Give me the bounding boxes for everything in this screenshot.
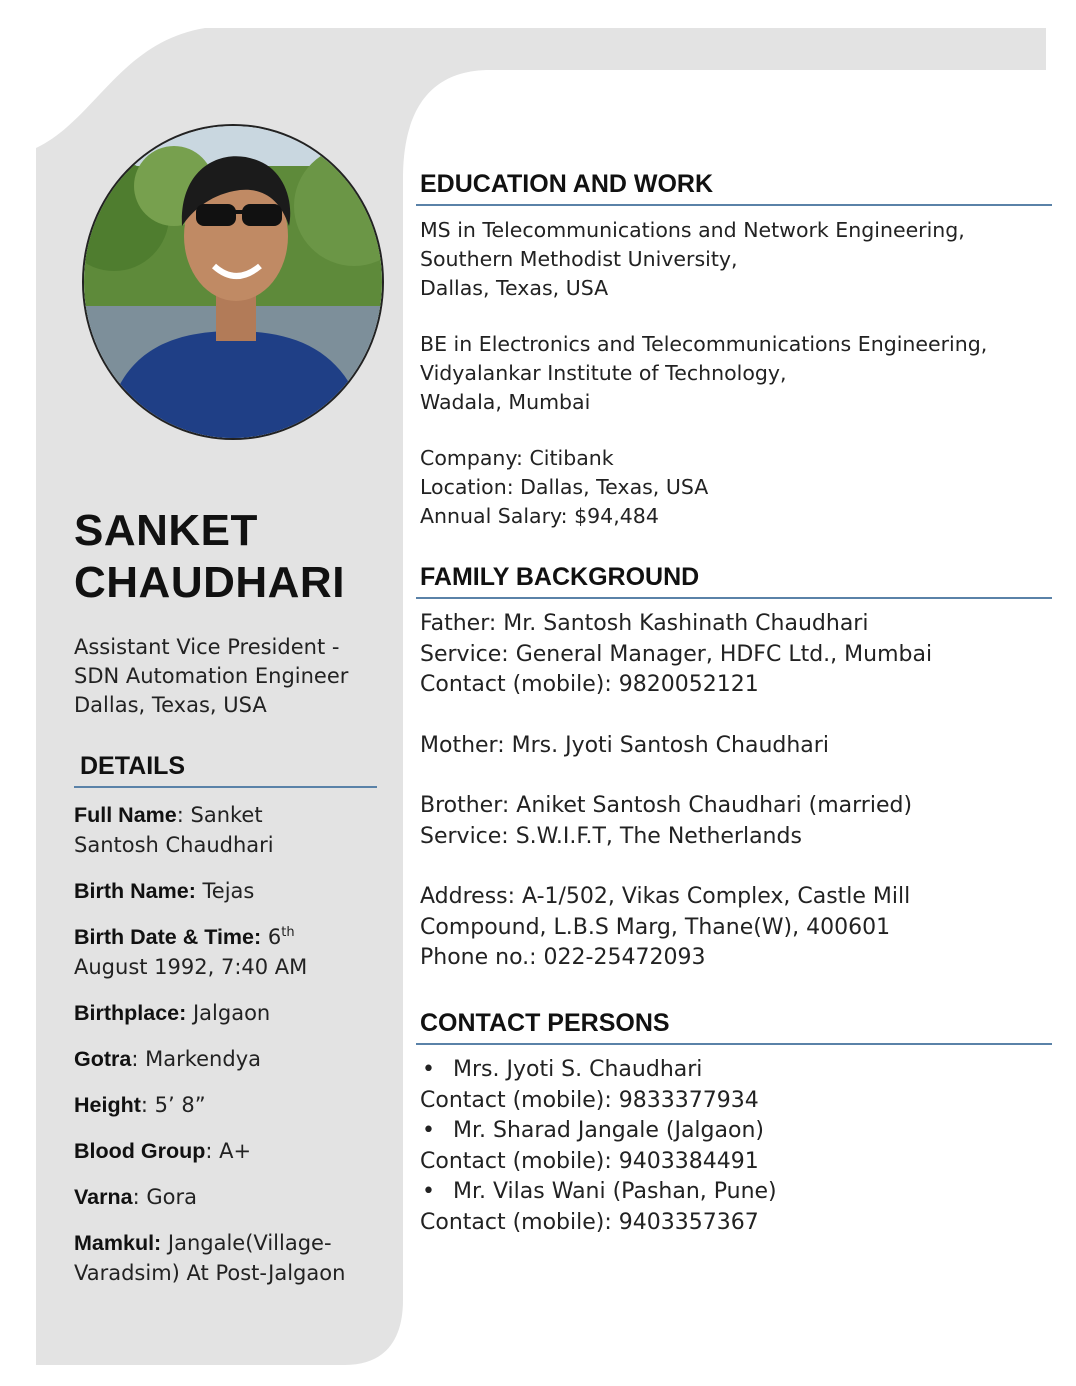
bullet: • [422,1057,435,1082]
varna-value: : Gora [132,1185,197,1209]
education-block [420,216,1060,531]
phone: Phone no.: 022-25472093 [420,945,706,970]
father: Father: Mr. Santosh Kashinath Chaudhari [420,611,869,636]
job-title-line-1: Assistant Vice President - [74,635,340,659]
details-list [74,800,394,1304]
contact-name: Mrs. Jyoti S. Chaudhari [453,1057,703,1082]
contact-number: Contact (mobile): 9833377934 [420,1087,759,1113]
first-name: SANKET [74,506,258,555]
birth-date-label: Birth Date & Time: [74,925,262,949]
be-degree: BE in Electronics and Telecommunications Engineering, [420,332,988,356]
family-divider [416,597,1052,599]
birth-name-value: Tejas [195,879,255,903]
contacts-divider [416,1043,1052,1045]
contacts-block [420,1055,1060,1238]
detail-mamkul [74,1228,394,1288]
bullet: • [422,1118,435,1143]
birth-date-suffix: th [281,925,295,940]
blood-group-label: Blood Group [74,1139,206,1163]
detail-height [74,1090,394,1120]
height-value: : 5’ 8” [140,1093,206,1117]
bullet: • [422,1179,435,1204]
birthplace-label: Birthplace: [74,1001,187,1025]
birth-date-rest: August 1992, 7:40 AM [74,955,308,979]
birth-name-label: Birth Name: [74,879,196,903]
contact-person [420,1055,1060,1086]
ms-university: Southern Methodist University, [420,247,738,271]
detail-birth-name [74,876,394,906]
mamkul-label: Mamkul: [74,1231,162,1255]
profile-name [74,505,394,609]
full-name-value-2: Santosh Chaudhari [74,833,274,857]
details-heading: DETAILS [80,752,186,780]
details-divider [74,786,377,788]
mamkul-value-2: Varadsim) At Post-Jalgaon [74,1261,346,1285]
education-heading: EDUCATION AND WORK [420,170,714,198]
father-contact: Contact (mobile): 9820052121 [420,672,759,697]
mother: Mother: Mrs. Jyoti Santosh Chaudhari [420,732,829,758]
detail-full-name [74,800,394,860]
education-divider [416,204,1052,206]
detail-gotra [74,1044,394,1074]
profile-subtitle [74,633,394,720]
brother-service: Service: S.W.I.F.T, The Netherlands [420,823,802,849]
gotra-label: Gotra [74,1047,132,1071]
contact-person [420,1116,1060,1147]
birth-date-day: 6 [261,925,282,949]
annual-salary: Annual Salary: $94,484 [420,504,659,528]
last-name: CHAUDHARI [74,558,345,607]
detail-birth-date [74,922,394,982]
profile-location: Dallas, Texas, USA [74,693,267,717]
family-block [420,609,1060,974]
full-name-value-1: : Sanket [176,803,263,827]
family-heading: FAMILY BACKGROUND [420,563,700,591]
height-label: Height [74,1093,141,1117]
address-line-2: Compound, L.B.S Marg, Thane(W), 400601 [420,914,891,940]
ms-location: Dallas, Texas, USA [420,276,609,300]
detail-birthplace [74,998,394,1028]
profile-photo [82,124,384,440]
father-service: Service: General Manager, HDFC Ltd., Mumbai [420,641,933,667]
full-name-label: Full Name [74,803,177,827]
contact-number: Contact (mobile): 9403357367 [420,1209,759,1235]
varna-label: Varna [74,1185,133,1209]
be-institute: Vidyalankar Institute of Technology, [420,361,787,385]
be-location: Wadala, Mumbai [420,390,591,414]
contacts-heading: CONTACT PERSONS [420,1009,670,1037]
work-location: Location: Dallas, Texas, USA [420,475,709,499]
address-line-1: Address: A-1/502, Vikas Complex, Castle Mill [420,884,911,909]
contact-person [420,1177,1060,1208]
brother: Brother: Aniket Santosh Chaudhari (married) [420,793,913,818]
blood-group-value: : A+ [205,1139,252,1163]
contact-name: Mr. Vilas Wani (Pashan, Pune) [453,1179,777,1204]
gotra-value: : Markendya [131,1047,261,1071]
company: Company: Citibank [420,446,614,470]
detail-blood-group [74,1136,394,1166]
ms-degree: MS in Telecommunications and Network Engineering, [420,218,965,242]
detail-varna [74,1182,394,1212]
job-title-line-2: SDN Automation Engineer [74,664,349,688]
contact-number: Contact (mobile): 9403384491 [420,1148,759,1174]
mamkul-value-1: Jangale(Village- [161,1231,332,1255]
birthplace-value: Jalgaon [186,1001,271,1025]
contact-name: Mr. Sharad Jangale (Jalgaon) [453,1118,764,1143]
